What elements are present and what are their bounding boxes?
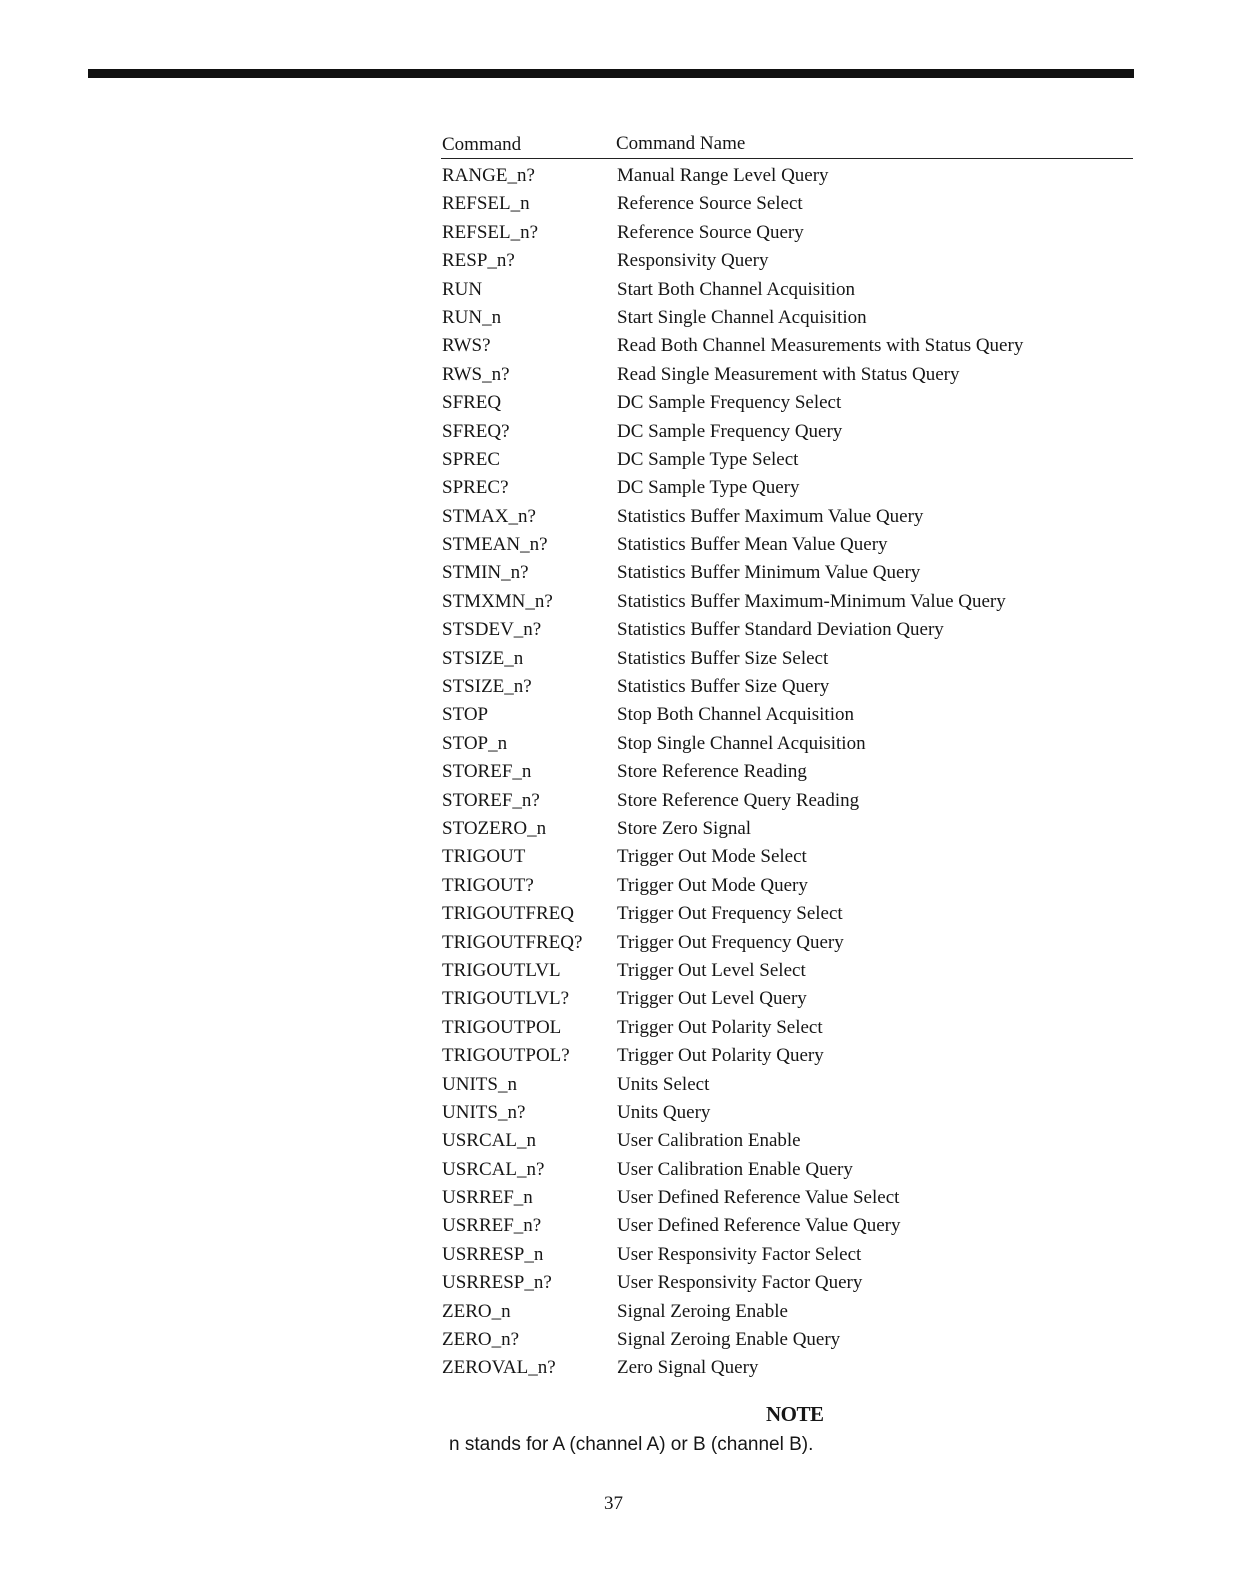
table-row: [441, 361, 1133, 389]
command-name-cell: Read Single Measurement with Status Query: [617, 363, 960, 385]
command-name-cell: User Defined Reference Value Select: [617, 1187, 900, 1209]
command-name-cell: User Calibration Enable Query: [617, 1158, 853, 1180]
command-table: [441, 162, 1133, 1383]
table-row: [441, 985, 1133, 1013]
command-cell: TRIGOUT: [442, 846, 526, 868]
command-name-cell: Store Reference Query Reading: [617, 789, 860, 811]
command-cell: STOZERO_n: [442, 817, 547, 839]
command-name-cell: Units Query: [617, 1101, 711, 1123]
command-name-cell: Reference Source Query: [617, 221, 804, 243]
command-name-cell: Start Both Channel Acquisition: [617, 278, 856, 300]
command-cell: SFREQ: [442, 392, 502, 414]
command-cell: SPREC: [442, 448, 501, 470]
table-row: [441, 872, 1133, 900]
command-cell: REFSEL_n: [442, 193, 530, 215]
command-name-cell: Store Zero Signal: [617, 817, 752, 839]
table-row: [441, 673, 1133, 701]
command-name-cell: Trigger Out Level Select: [617, 959, 806, 981]
table-row: [441, 1241, 1133, 1269]
command-cell: TRIGOUT?: [442, 874, 534, 896]
command-name-cell: Stop Single Channel Acquisition: [617, 732, 866, 754]
table-row: [441, 247, 1133, 275]
table-row: [441, 929, 1133, 957]
table-row: [441, 1298, 1133, 1326]
table-row: [441, 1269, 1133, 1297]
command-cell: USRRESP_n?: [442, 1272, 552, 1294]
command-cell: SPREC?: [442, 477, 509, 499]
table-row: [441, 162, 1133, 190]
note-text: n stands for A (channel A) or B (channel B).: [449, 1434, 814, 1455]
table-row: [441, 1127, 1133, 1155]
command-cell: RWS_n?: [442, 363, 510, 385]
note-title: NOTE: [766, 1402, 824, 1426]
command-cell: STMIN_n?: [442, 562, 529, 584]
command-cell: RUN: [442, 278, 483, 300]
command-cell: RUN_n: [442, 306, 502, 328]
command-name-cell: Trigger Out Frequency Select: [617, 903, 843, 925]
table-row: [441, 787, 1133, 815]
command-name-cell: Statistics Buffer Standard Deviation Query: [617, 619, 944, 641]
command-cell: ZEROVAL_n?: [442, 1357, 556, 1379]
command-cell: USRCAL_n?: [442, 1158, 545, 1180]
command-name-cell: Statistics Buffer Mean Value Query: [617, 534, 888, 556]
table-row: [441, 559, 1133, 587]
column-header-command-name: Command Name: [616, 133, 746, 154]
table-row: [441, 645, 1133, 673]
table-row: [441, 900, 1133, 928]
table-row: [441, 503, 1133, 531]
command-cell: RWS?: [442, 335, 491, 357]
table-row: [441, 701, 1133, 729]
command-name-cell: Trigger Out Frequency Query: [617, 931, 844, 953]
command-name-cell: Responsivity Query: [617, 250, 769, 272]
command-cell: STOREF_n: [442, 761, 532, 783]
command-name-cell: Stop Both Channel Acquisition: [617, 704, 854, 726]
table-row: [441, 190, 1133, 218]
command-cell: UNITS_n: [442, 1073, 517, 1095]
command-name-cell: User Calibration Enable: [617, 1130, 801, 1152]
page-number: 37: [604, 1493, 623, 1514]
command-name-cell: Read Both Channel Measurements with Status Query: [617, 335, 1024, 357]
command-name-cell: Trigger Out Level Query: [617, 988, 807, 1010]
command-cell: TRIGOUTLVL: [442, 959, 561, 981]
command-name-cell: Trigger Out Polarity Query: [617, 1045, 824, 1067]
command-cell: STMAX_n?: [442, 505, 536, 527]
command-cell: USRREF_n: [442, 1187, 533, 1209]
table-row: [441, 389, 1133, 417]
command-name-cell: Trigger Out Polarity Select: [617, 1016, 823, 1038]
command-name-cell: DC Sample Type Select: [617, 448, 799, 470]
command-name-cell: Statistics Buffer Minimum Value Query: [617, 562, 921, 584]
command-cell: USRCAL_n: [442, 1130, 536, 1152]
table-row: [441, 1014, 1133, 1042]
command-name-cell: Statistics Buffer Size Query: [617, 676, 830, 698]
command-cell: TRIGOUTFREQ?: [442, 931, 583, 953]
command-name-cell: Store Reference Reading: [617, 761, 807, 783]
table-row: [441, 1042, 1133, 1070]
command-cell: STSIZE_n: [442, 647, 524, 669]
command-name-cell: Statistics Buffer Size Select: [617, 647, 829, 669]
command-name-cell: DC Sample Frequency Select: [617, 392, 842, 414]
command-cell: UNITS_n?: [442, 1101, 526, 1123]
table-row: [441, 815, 1133, 843]
command-cell: RANGE_n?: [442, 165, 535, 186]
command-cell: ZERO_n: [442, 1300, 511, 1322]
command-name-cell: Trigger Out Mode Query: [617, 874, 808, 896]
command-name-cell: Statistics Buffer Maximum Value Query: [617, 505, 924, 527]
command-cell: ZERO_n?: [442, 1329, 520, 1351]
table-row: [441, 474, 1133, 502]
command-name-cell: DC Sample Type Query: [617, 477, 800, 499]
command-cell: SFREQ?: [442, 420, 510, 442]
table-row: [441, 758, 1133, 786]
command-name-cell: Manual Range Level Query: [617, 165, 829, 186]
table-row: [441, 1099, 1133, 1127]
command-cell: USRRESP_n: [442, 1243, 544, 1265]
table-row: [441, 843, 1133, 871]
top-rule: [88, 69, 1134, 78]
command-cell: TRIGOUTPOL: [442, 1016, 562, 1038]
command-name-cell: Reference Source Select: [617, 193, 803, 215]
command-cell: USRREF_n?: [442, 1215, 542, 1237]
command-name-cell: Trigger Out Mode Select: [617, 846, 807, 868]
command-name-cell: Start Single Channel Acquisition: [617, 306, 867, 328]
command-name-cell: DC Sample Frequency Query: [617, 420, 843, 442]
table-header: [441, 132, 1133, 159]
table-row: [441, 1184, 1133, 1212]
table-row: [441, 1326, 1133, 1354]
command-name-cell: User Defined Reference Value Query: [617, 1215, 901, 1237]
table-row: [441, 1354, 1133, 1382]
command-name-cell: Signal Zeroing Enable Query: [617, 1329, 841, 1351]
table-row: [441, 276, 1133, 304]
command-name-cell: Zero Signal Query: [617, 1357, 759, 1379]
table-row: [441, 304, 1133, 332]
table-row: [441, 588, 1133, 616]
table-row: [441, 446, 1133, 474]
table-row: [441, 531, 1133, 559]
table-row: [441, 730, 1133, 758]
command-cell: STMEAN_n?: [442, 534, 548, 556]
table-row: [441, 1212, 1133, 1240]
command-name-cell: User Responsivity Factor Select: [617, 1243, 862, 1265]
table-row: [441, 1071, 1133, 1099]
command-name-cell: Units Select: [617, 1073, 710, 1095]
command-cell: STSIZE_n?: [442, 676, 532, 698]
command-cell: TRIGOUTPOL?: [442, 1045, 570, 1067]
command-cell: STSDEV_n?: [442, 619, 542, 641]
table-row: [441, 1156, 1133, 1184]
command-cell: STOREF_n?: [442, 789, 540, 811]
command-name-cell: Statistics Buffer Maximum-Minimum Value Query: [617, 590, 1006, 612]
command-cell: RESP_n?: [442, 250, 515, 272]
table-row: [441, 332, 1133, 360]
command-cell: TRIGOUTLVL?: [442, 988, 569, 1010]
command-cell: STMXMN_n?: [442, 590, 553, 612]
command-name-cell: User Responsivity Factor Query: [617, 1272, 863, 1294]
column-header-command: Command: [442, 134, 522, 155]
table-row: [441, 418, 1133, 446]
command-cell: TRIGOUTFREQ: [442, 903, 574, 925]
table-row: [441, 616, 1133, 644]
table-row: [441, 219, 1133, 247]
command-cell: STOP: [442, 704, 489, 726]
command-cell: STOP_n: [442, 732, 508, 754]
command-cell: REFSEL_n?: [442, 221, 539, 243]
table-row: [441, 957, 1133, 985]
command-name-cell: Signal Zeroing Enable: [617, 1300, 788, 1322]
